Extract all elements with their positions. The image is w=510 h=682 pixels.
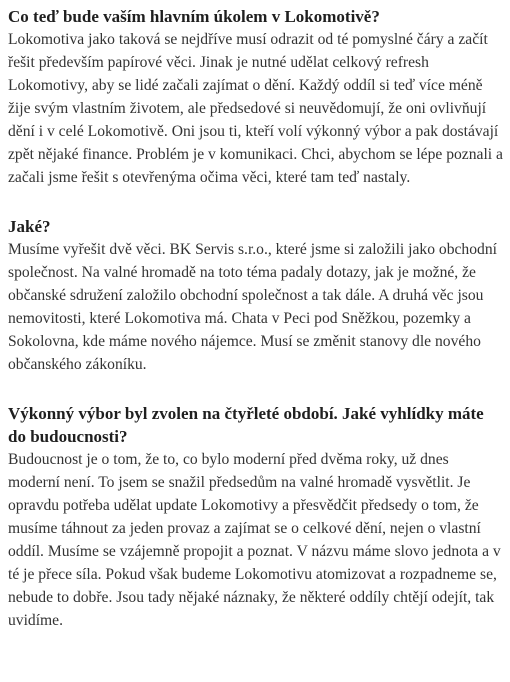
question-heading: Co teď bude vaším hlavním úkolem v Lokomotivě?: [8, 7, 380, 26]
qa-block-which: [8, 215, 504, 376]
question-heading: Jaké?: [8, 217, 51, 236]
answer-paragraph: Musíme vyřešit dvě věci. BK Servis s.r.o., které jsme si založili jako obchodní společnost. Na valné hromadě na toto téma padaly dotazy, jak je možné, že občanské sdružení založilo obchodní společnost a tak dále. A druhá věc jsou nemovitosti, které Lokomotiva má. Chata v Peci pod Sněžkou, pozemky a Sokolovna, kde máme nového nájemce. Musí se změnit stanovy dle nového občanského zákoníku.: [8, 241, 497, 373]
qa-block-main-task: [8, 5, 504, 189]
answer-paragraph: Budoucnost je o tom, že to, co bylo moderní před dvěma roky, už dnes moderní není. To jsem se snažil předsedům na valné hromadě vysvětlit. Je opravdu potřeba udělat update Lokomotivy a přesvědčit předsedy o tom, že musíme táhnout za jeden provaz a zajímat se o celkové dění, nejen o vlastní oddíl. Musíme se vzájemně propojit a poznat. V názvu máme slovo jednota a v té je přece síla. Pokud však budeme Lokomotivu atomizovat a rozpadneme se, nebude to dobře. Jsou tady nějaké náznaky, že některé oddíly chtějí odejít, tak uvidíme.: [8, 451, 501, 629]
qa-block-future: [8, 402, 504, 632]
question-heading: Výkonný výbor byl zvolen na čtyřleté období. Jaké vyhlídky máte do budoucnosti?: [8, 404, 484, 446]
answer-paragraph: Lokomotiva jako taková se nejdříve musí odrazit od té pomyslné čáry a začít řešit především papírové věci. Jinak je nutné udělat celkový refresh Lokomotivy, aby se lidé začali zajímat o dění. Každý oddíl si teď více méně žije svým vlastním životem, ale předsedové si neuvědomují, že oni ovlivňují dění i v celé Lokomotivě. Oni jsou ti, kteří volí výkonný výbor a pak dostávají zpět nějaké finance. Problém je v komunikaci. Chci, abychom se lépe poznali a začali jsme řešit s otevřenýma očima věci, které tam teď nastaly.: [8, 31, 503, 186]
